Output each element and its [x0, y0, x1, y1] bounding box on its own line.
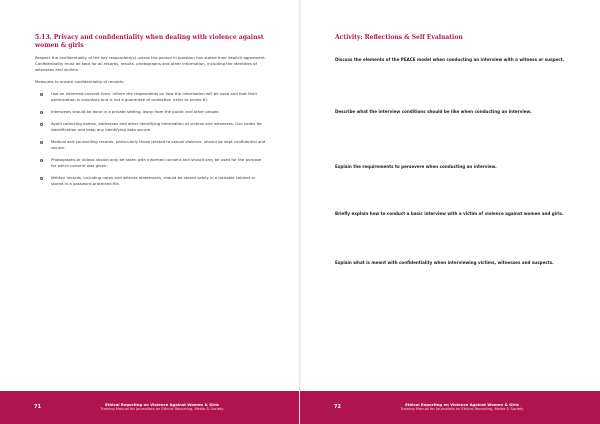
question-item: Describe what the interview conditions should be like when conducting an interview. — [335, 109, 532, 114]
footer-title: Ethical Reporting on Violence Against Women & Girls — [405, 402, 519, 407]
list-item — [35, 139, 267, 151]
list-item — [35, 109, 267, 115]
bullet-icon — [40, 123, 43, 126]
list-item — [35, 157, 267, 169]
right-page-footer — [300, 391, 600, 424]
activity-title: Activity: Reflections & Self Evaluation — [335, 34, 463, 41]
list-item — [35, 175, 267, 187]
list-item-text: Written records, including notes and witness statements, should be stored safely in a lockable cabinet or stored in a password-protected file. — [51, 175, 256, 186]
right-page — [300, 0, 600, 424]
question-item: Briefly explain how to conduct a basic interview with a victim of violence against women and girls. — [335, 211, 564, 216]
right-page-content — [335, 34, 567, 265]
page-number: 72 — [334, 404, 341, 410]
page-number: 71 — [34, 404, 41, 410]
confidentiality-measures-list — [35, 91, 267, 187]
left-page-content — [35, 34, 267, 193]
footer-subtitle: Training Manual for Journalists on Ethical Reporting, Media & Society — [400, 407, 524, 411]
list-item-text: Use an informed consent form. Inform the respondents on how the information will be used and that their participation is voluntary and is not a guarantee of protection (refer to annex 8). — [51, 91, 258, 102]
bullet-icon — [40, 177, 43, 180]
footer-text — [62, 402, 262, 412]
bullet-icon — [40, 159, 43, 162]
list-item — [35, 121, 267, 133]
list-item-text: Photographs or videos should only be taken with informed consent and should only be used for the purpose for which consent was given. — [51, 157, 262, 168]
bullet-icon — [40, 141, 43, 144]
question-item: Explain what is meant with confidentiality when interviewing victims, witnesses and suspects. — [335, 260, 554, 265]
intro-paragraph: Respect the confidentiality of the key respondent(s) unless the person in question has stated their explicit agreement. Confidentiality must be kept for all records, results, photographs and other information, including the identities of witnesses and victims. — [35, 55, 266, 72]
footer-subtitle: Training Manual for Journalists on Ethical Reporting, Media & Society — [100, 407, 224, 411]
list-item-text: Avoid collecting names, addresses and other identifying information of victims and witnesses. Use codes for identification and keep any identifying data secure. — [51, 121, 262, 132]
question-item: Discuss the elements of the PEACE model when conducting an interview with a witness or suspect. — [335, 57, 565, 62]
question-item: Explain the requirements to persevere when conducting an interview. — [335, 164, 497, 169]
section-heading: 5.13. Privacy and confidentiality when dealing with violence against women & girls — [35, 34, 264, 49]
footer-title: Ethical Reporting on Violence Against Women & Girls — [105, 402, 219, 407]
bullet-icon — [40, 93, 43, 96]
bullet-icon — [40, 111, 43, 114]
list-item-text: Medical and counselling records, particularly those related to sexual violence, should be kept confidential and secure. — [51, 139, 266, 150]
list-item-text: Interviews should be done in a private setting, away from the public and other people. — [51, 109, 220, 114]
footer-text — [362, 402, 562, 412]
left-page-footer — [0, 391, 300, 424]
measures-lead: Measures to ensure confidentiality of records: — [35, 79, 125, 84]
list-item — [35, 91, 267, 103]
